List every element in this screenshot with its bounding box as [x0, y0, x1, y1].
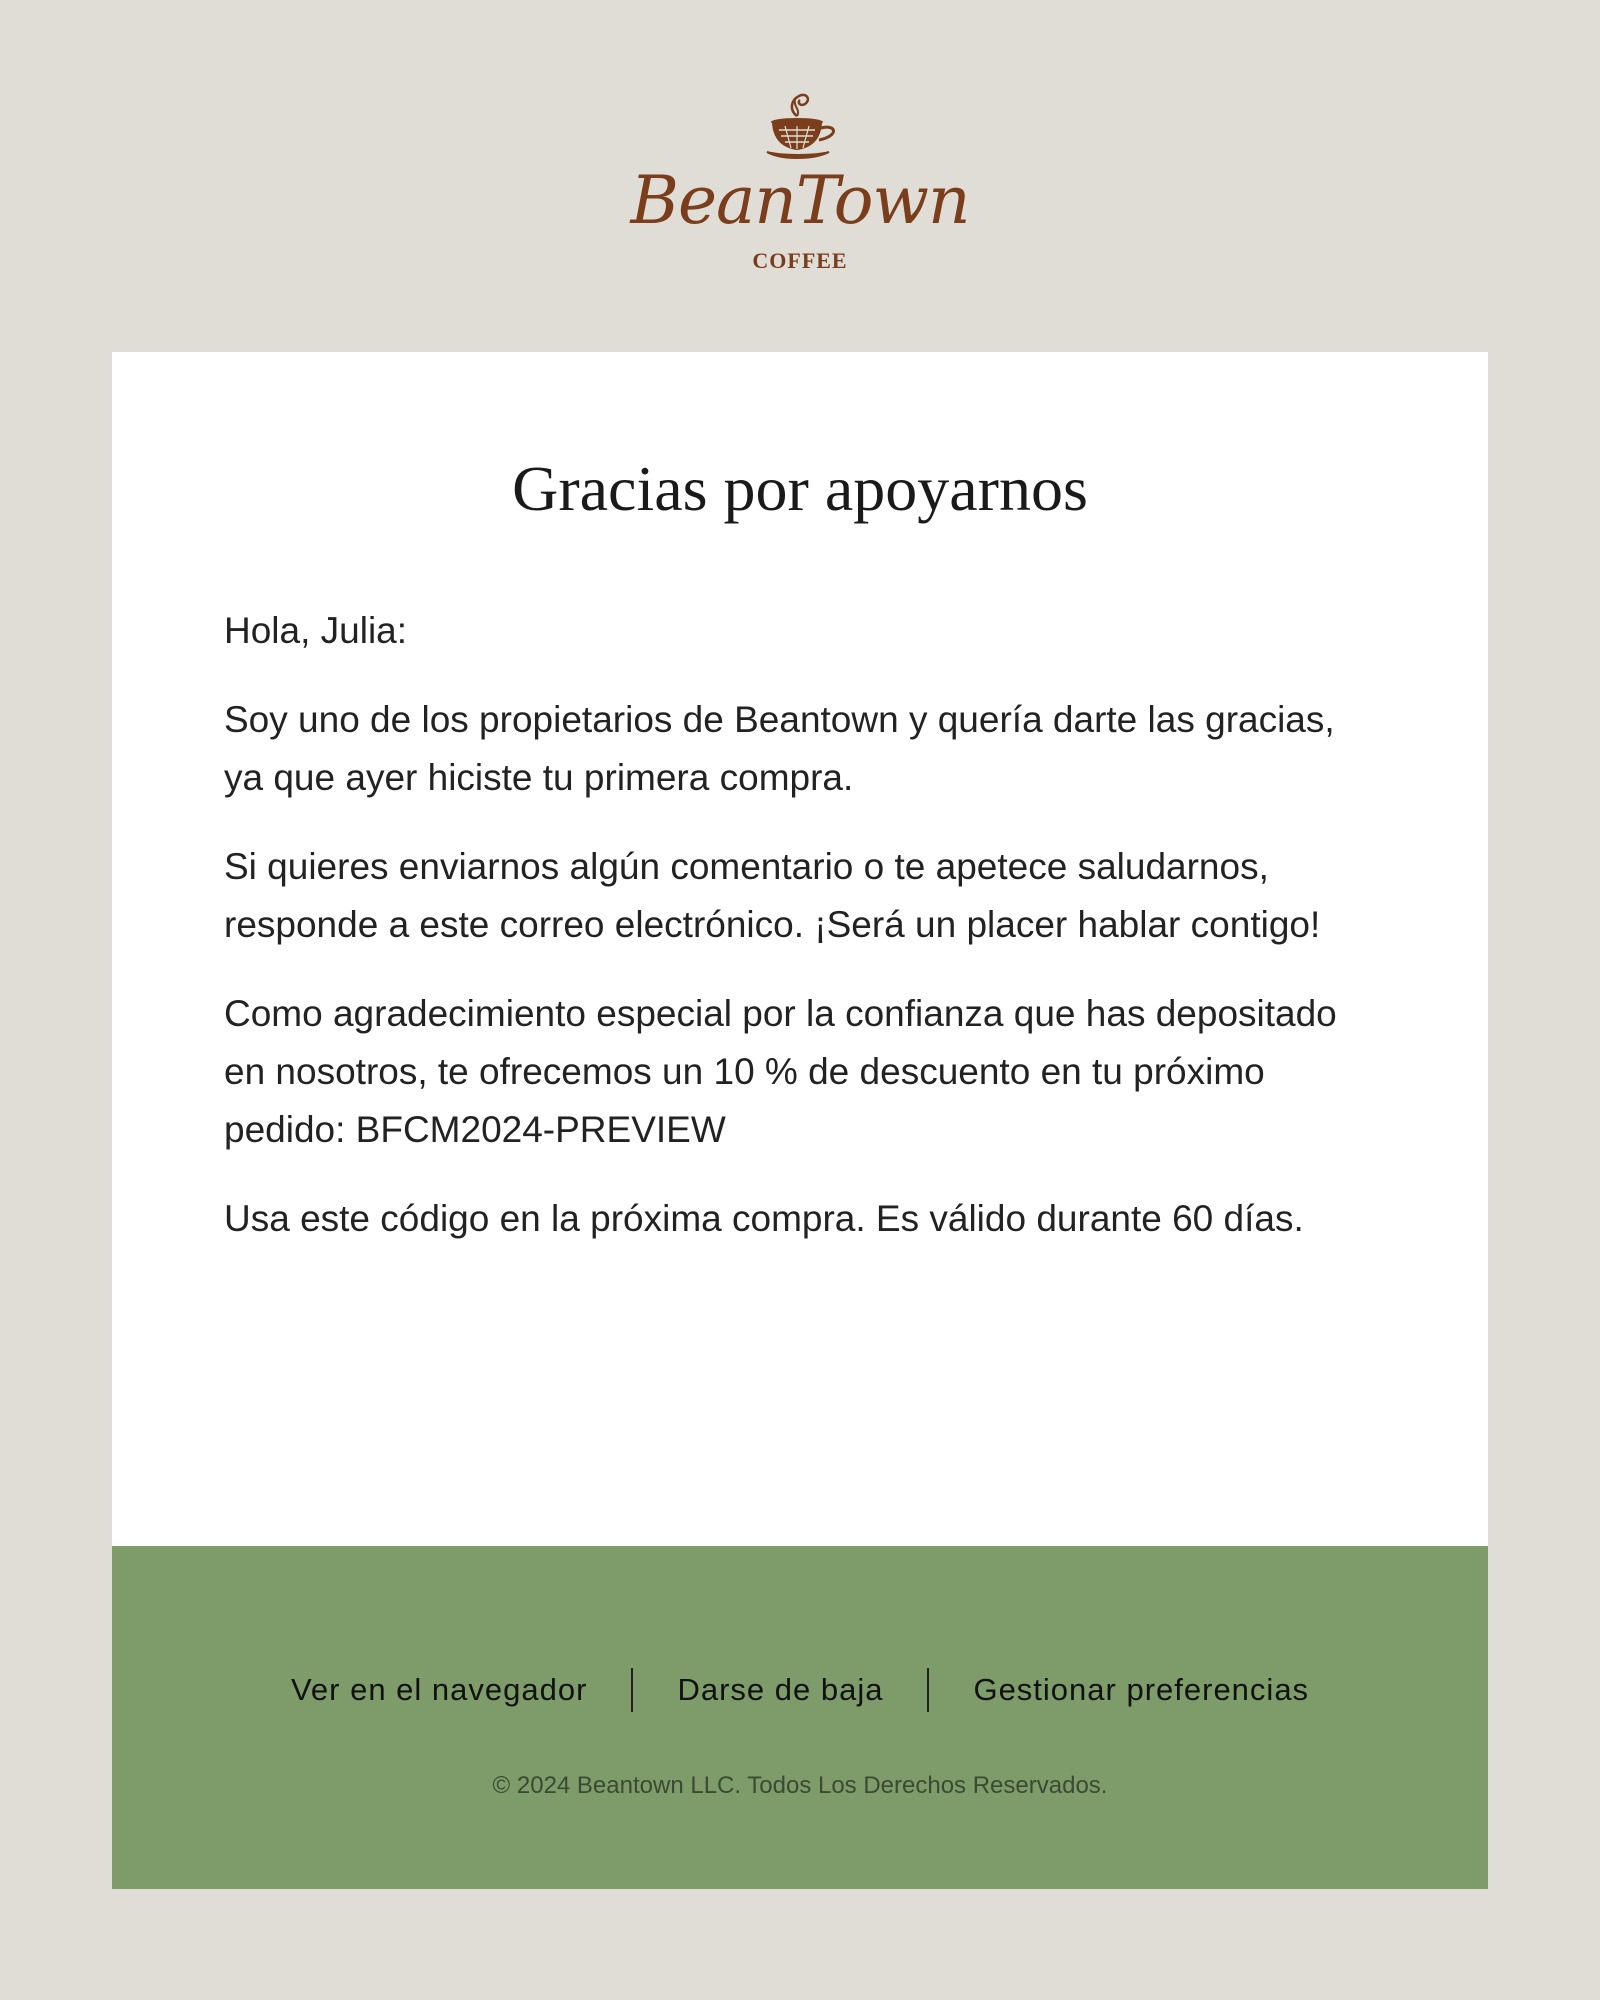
paragraph-feedback: Si quieres enviarnos algún comentario o te apetece saludarnos, responde a este correo electrónico. ¡Será un placer hablar contigo!: [224, 846, 1321, 945]
view-in-browser-link[interactable]: Ver en el navegador: [290, 1672, 588, 1707]
email-body: [224, 602, 1384, 1279]
footer-links: [112, 1668, 1488, 1712]
paragraph-thanks: Soy uno de los propietarios de Beantown y quería darte las gracias, ya que ayer hiciste tu primera compra.: [224, 699, 1335, 798]
brand-subtitle: COFFEE: [752, 248, 848, 273]
email-title: Gracias por apoyarnos: [512, 453, 1088, 524]
email-footer: [112, 1546, 1488, 1889]
footer-divider: [631, 1668, 633, 1712]
copyright-text: © 2024 Beantown LLC. Todos Los Derechos Reservados.: [492, 1772, 1108, 1799]
coffee-cup-icon: [745, 70, 855, 170]
brand-name: BeanTown: [630, 162, 970, 239]
footer-divider: [927, 1668, 929, 1712]
greeting: Hola, Julia:: [224, 610, 408, 651]
paragraph-discount: Como agradecimiento especial por la confianza que has depositado en nosotros, te ofrecemos un 10 % de descuento en tu próximo pedido: BFCM2024-PREVIEW: [224, 993, 1337, 1150]
email-card: [112, 352, 1488, 1546]
brand-logo: [0, 70, 1600, 290]
manage-preferences-link[interactable]: Gestionar preferencias: [973, 1672, 1310, 1707]
paragraph-validity: Usa este código en la próxima compra. Es válido durante 60 días.: [224, 1198, 1304, 1239]
unsubscribe-link[interactable]: Darse de baja: [677, 1672, 884, 1707]
